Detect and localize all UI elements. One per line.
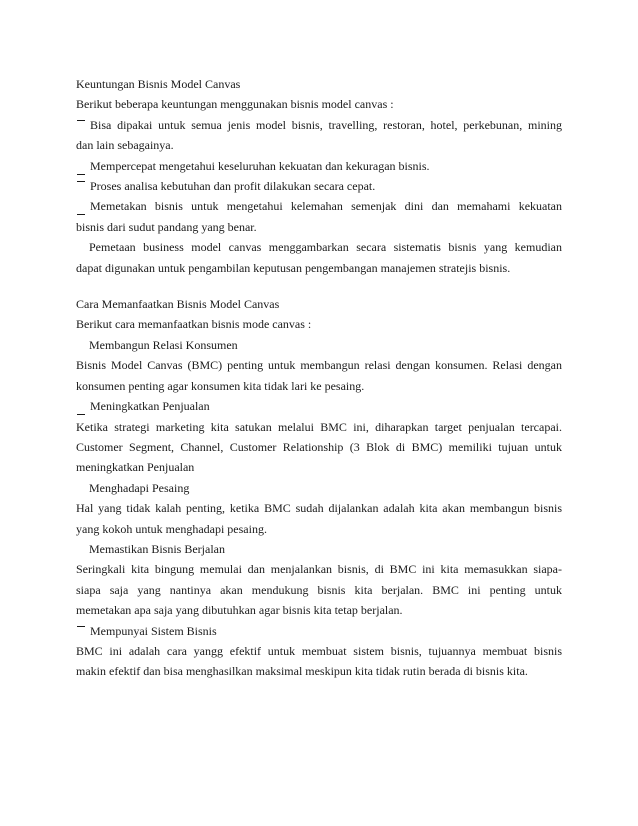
section-title-cara: Cara Memanfaatkan Bisnis Model Canvas: [76, 297, 280, 312]
paragraph-sistem-line-2: makin efektif dan bisa menghasilkan maksimal meskipun kita tidak rutin berada di bisnis kita.: [76, 664, 528, 679]
subheading-sistem-bisnis: Mempunyai Sistem Bisnis: [90, 623, 217, 638]
paragraph-pesaing-line-2: yang kokoh untuk menghadapi pesaing.: [76, 521, 267, 536]
paragraph-pesaing-line-1: Hal yang tidak kalah penting, ketika BMC sudah dijalankan adalah kita akan membangun bisnis: [76, 501, 562, 516]
paragraph-berjalan-line-3: memetakan apa saja yang dibutuhkan agar bisnis kita tetap berjalan.: [76, 603, 403, 618]
section-intro-keuntungan: Berikut beberapa keuntungan menggunakan bisnis model canvas :: [76, 97, 394, 112]
benefit-item-4-line-1: Memetakan bisnis untuk mengetahui kelemahan semenjak dini dan memahami kekuatan: [90, 199, 562, 214]
section-title-keuntungan: Keuntungan Bisnis Model Canvas: [76, 77, 241, 91]
section-intro-cara: Berikut cara memanfaatkan bisnis mode canvas :: [76, 317, 312, 332]
benefit-item-5-line-1: Pemetaan business model canvas menggambarkan secara sistematis bisnis yang kemudian: [89, 240, 562, 255]
paragraph-berjalan-line-2: siapa saja yang nantinya akan mendukung bisnis kita berjalan. BMC ini penting untuk: [76, 582, 562, 597]
benefit-item-1-line-2: dan lain sebagainya.: [76, 138, 174, 153]
subheading-pesaing: Menghadapi Pesaing: [89, 480, 190, 495]
paragraph-penjualan-line-1: Ketika strategi marketing kita satukan melalui BMC ini, diharapkan target penjualan tercapai.: [76, 419, 562, 434]
subheading-relasi-konsumen: Membangun Relasi Konsumen: [89, 337, 238, 352]
subheading-bisnis-berjalan: Memastikan Bisnis Berjalan: [89, 541, 225, 556]
paragraph-relasi-line-2: konsumen penting agar konsumen kita tidak lari ke pesaing.: [76, 378, 365, 393]
document-page: [76, 74, 562, 682]
benefit-item-3: Proses analisa kebutuhan dan profit dilakukan secara cepat.: [90, 179, 376, 194]
paragraph-berjalan-line-1: Seringkali kita bingung memulai dan menjalankan bisnis, di BMC ini kita memasukkan siapa-: [76, 562, 562, 577]
benefit-item-5-line-2: dapat digunakan untuk pengambilan keputusan pengembangan manajemen stratejis bisnis.: [76, 260, 511, 275]
paragraph-penjualan-line-3: meningkatkan Penjualan: [76, 460, 195, 475]
subheading-penjualan: Meningkatkan Penjualan: [90, 399, 210, 414]
paragraph-penjualan-line-2: Customer Segment, Channel, Customer Relationship (3 Blok di BMC) memiliki tujuan untuk: [76, 439, 562, 454]
paragraph-relasi-line-1: Bisnis Model Canvas (BMC) penting untuk membangun relasi dengan konsumen. Relasi dengan: [76, 358, 562, 373]
benefit-item-1-line-1: Bisa dipakai untuk semua jenis model bisnis, travelling, restoran, hotel, perkebunan, mining: [90, 117, 562, 132]
paragraph-sistem-line-1: BMC ini adalah cara yangg efektif untuk membuat sistem bisnis, tujuannya membuat bisnis: [76, 643, 562, 658]
benefit-item-2: Mempercepat mengetahui keseluruhan kekuatan dan kekuragan bisnis.: [90, 158, 430, 173]
benefit-item-4-line-2: bisnis dari sudut pandang yang benar.: [76, 219, 257, 234]
